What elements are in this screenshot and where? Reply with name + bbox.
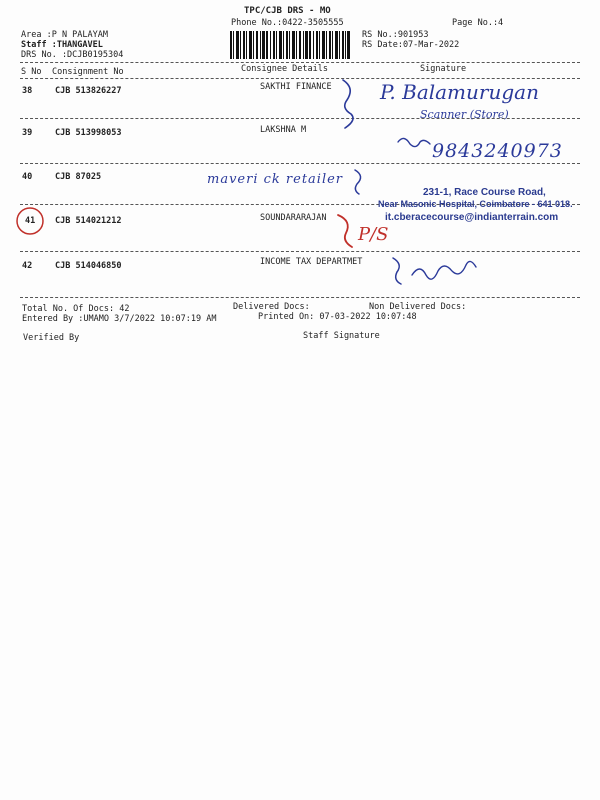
- row-42-s-no: 42: [22, 261, 33, 271]
- rs-date: RS Date:07-Mar-2022: [362, 40, 460, 50]
- row-41-consignment: CJB 514021212: [55, 216, 122, 226]
- verified-by: Verified By: [23, 333, 80, 343]
- row-39-consignee: LAKSHNA M: [260, 125, 307, 135]
- rs-number: RS No.:901953: [362, 30, 429, 40]
- stamp-line-1: 231-1, Race Course Road,: [423, 187, 546, 198]
- staff-signature: Staff Signature: [303, 331, 380, 341]
- row-38-s-no: 38: [22, 86, 33, 96]
- row-40-s-no: 40: [22, 172, 33, 182]
- row-40-consignment: CJB 87025: [55, 172, 102, 182]
- row-41-consignee: SOUNDARARAJAN: [260, 213, 327, 223]
- row-41-signature: P/S: [358, 224, 389, 245]
- row-39-handwritten-phone: 9843240973: [432, 140, 563, 162]
- row-38-signature: P. Balamurugan: [380, 80, 539, 104]
- total-docs: Total No. Of Docs: 42: [22, 304, 130, 314]
- staff-label: Staff :THANGAVEL: [21, 40, 103, 50]
- delivered-docs: Delivered Docs:: [233, 302, 310, 312]
- printed-on: Printed On: 07-03-2022 10:07:48: [258, 312, 417, 322]
- row-42-consignment: CJB 514046850: [55, 261, 122, 271]
- page-number: Page No.:4: [452, 18, 504, 28]
- drs-number: DRS No. :DCJB0195304: [21, 50, 124, 60]
- row-39-consignment: CJB 513998053: [55, 128, 122, 138]
- area-label: Area :P N PALAYAM: [21, 30, 108, 40]
- row-38-signature-note: Scanner (Store): [420, 108, 509, 121]
- row-38-consignment: CJB 513826227: [55, 86, 122, 96]
- col-header-consignee: Consignee Details: [241, 64, 328, 74]
- row-38-consignee: SAKTHI FINANCE: [260, 82, 332, 92]
- document-title: TPC/CJB DRS - MO: [244, 6, 331, 16]
- stamp-line-2: Near Masonic Hospital, Coimbatore - 641 018.: [378, 199, 573, 209]
- stamp-line-3: it.cberacecourse@indianterrain.com: [385, 212, 559, 223]
- row-41-s-no: 41: [25, 216, 36, 226]
- row-40-handwritten-note: maveri ck retailer: [207, 172, 344, 187]
- non-delivered-docs: Non Delivered Docs:: [369, 302, 467, 312]
- col-header-signature: Signature: [420, 64, 467, 74]
- phone-number: Phone No.:0422-3505555: [231, 18, 344, 28]
- col-header-s-no: S No: [21, 67, 42, 77]
- row-39-s-no: 39: [22, 128, 33, 138]
- col-header-consignment: Consignment No: [52, 67, 124, 77]
- row-42-consignee: INCOME TAX DEPARTMET: [260, 257, 363, 267]
- entered-by: Entered By :UMAMO 3/7/2022 10:07:19 AM: [22, 314, 217, 324]
